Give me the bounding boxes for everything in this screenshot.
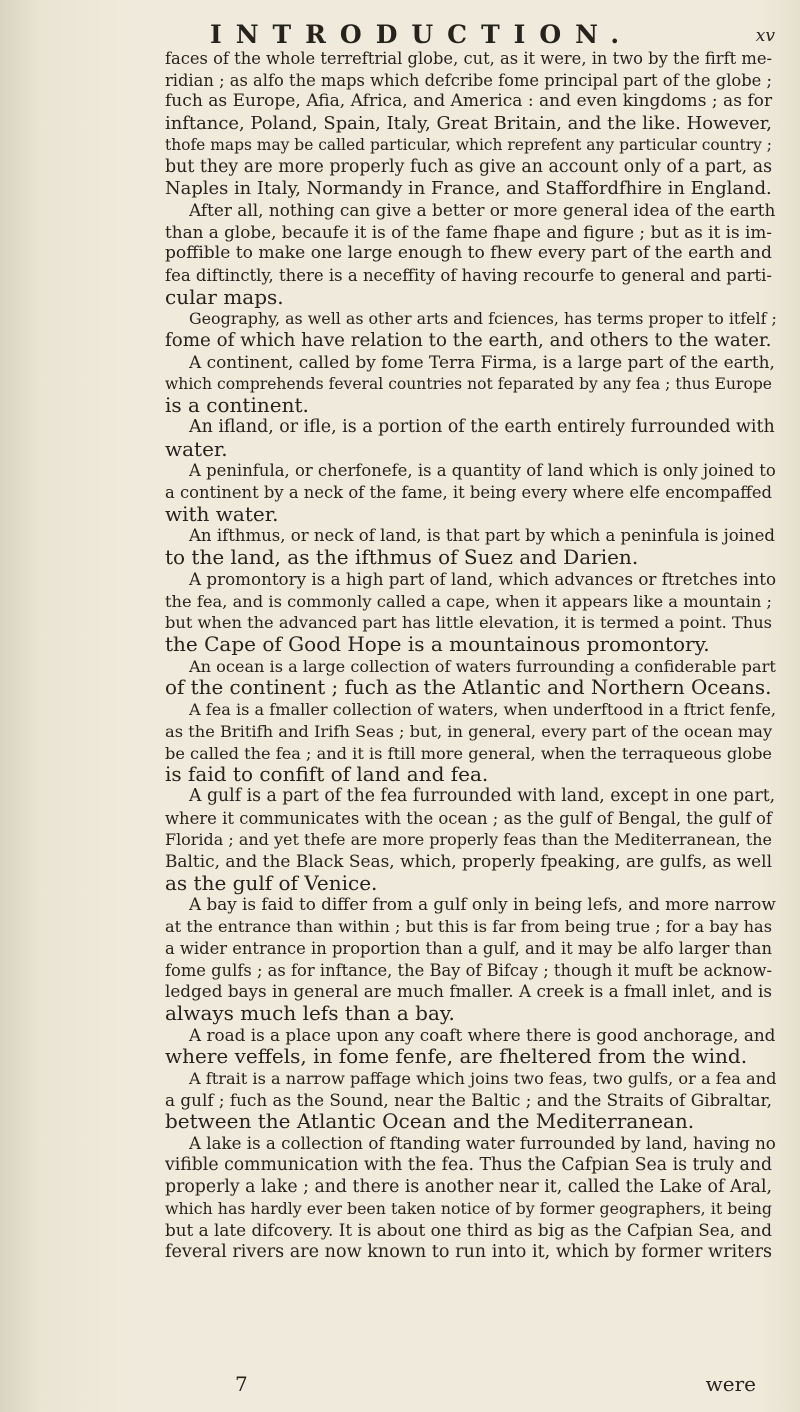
text-line: with water.	[165, 501, 279, 526]
text-line: inftance, Poland, Spain, Italy, Great Britain, and the like. However,	[165, 113, 772, 135]
text-line: water.	[165, 436, 228, 461]
text-line: cular maps.	[165, 284, 284, 309]
text-line: A road is a place upon any coaft where there is good anchorage, and	[189, 1024, 776, 1045]
text-line: be called the fea ; and it is ftill more general, when the terraqueous globe	[165, 743, 772, 763]
text-line: An ifland, or ifle, is a portion of the earth entirely furrounded with	[189, 416, 775, 437]
text-line: a continent by a neck of the fame, it being every where elfe encompaffed	[165, 483, 772, 503]
text-line: a wider entrance in proportion than a gulf, and it may be alfo larger than	[165, 938, 772, 958]
running-title: INTRODUCTION.	[210, 20, 634, 49]
text-line: Baltic, and the Black Seas, which, properly fpeaking, are gulfs, as well	[165, 851, 772, 872]
text-line: which comprehends feveral countries not feparated by any fea ; thus Europe	[165, 374, 772, 393]
page-header	[150, 20, 775, 49]
text-line: where veffels, in fome fenfe, are fheltered from the wind.	[165, 1044, 748, 1069]
text-line: a gulf ; fuch as the Sound, near the Baltic ; and the Straits of Gibraltar,	[165, 1089, 772, 1110]
text-line: A lake is a collection of ftanding water furrounded by land, having no	[189, 1134, 776, 1154]
text-line: An ocean is a large collection of waters furrounding a confiderable part	[189, 656, 776, 676]
text-line: A gulf is a part of the fea furrounded with land, except in one part,	[189, 785, 776, 806]
signature-mark: 7	[235, 1372, 248, 1396]
text-line: always much lefs than a bay.	[165, 1000, 455, 1025]
text-line: fome of which have relation to the earth, and others to the water.	[165, 330, 772, 352]
text-line: ridian ; as alfo the maps which defcribe fome principal part of the globe ;	[165, 70, 772, 90]
text-line: but a late difcovery. It is about one third as big as the Cafpian Sea, and	[165, 1219, 772, 1240]
catchword: were	[705, 1372, 756, 1396]
text-line: to the land, as the ifthmus of Suez and Darien.	[165, 545, 639, 570]
text-line: but they are more properly fuch as give an account only of a part, as	[165, 156, 772, 177]
text-line: where it communicates with the ocean ; as the gulf of Bengal, the gulf of	[165, 808, 772, 828]
text-line: An ifthmus, or neck of land, is that part by which a peninfula is joined	[189, 526, 775, 546]
text-line: between the Atlantic Ocean and the Mediterranean.	[165, 1109, 695, 1134]
text-line: thofe maps may be called particular, which reprefent any particular country ;	[165, 135, 772, 154]
text-line: A ftrait is a narrow paffage which joins two feas, two gulfs, or a fea and	[189, 1069, 777, 1089]
text-line: fea diftinctly, there is a neceffity of having recourfe to general and parti-	[165, 266, 772, 286]
text-line: poffible to make one large enough to fhew every part of the earth and	[165, 243, 772, 264]
text-line: the fea, and is commonly called a cape, when it appears like a mountain ;	[165, 591, 772, 611]
text-line: feveral rivers are now known to run into it, which by former writers	[165, 1241, 772, 1262]
text-line: fome gulfs ; as for inftance, the Bay of Bifcay ; though it muft be acknow-	[165, 960, 772, 980]
text-line: the Cape of Good Hope is a mountainous promontory.	[165, 631, 710, 656]
text-line: as the gulf of Venice.	[165, 870, 378, 895]
text-line: ledged bays in general are much fmaller. A creek is a fmall inlet, and is	[165, 981, 772, 1002]
text-line: as the Britifh and Irifh Seas ; but, in general, every part of the ocean may	[165, 721, 773, 741]
text-line: After all, nothing can give a better or more general idea of the earth	[189, 199, 776, 220]
page-footer	[165, 1372, 772, 1400]
text-line: A fea is a fmaller collection of waters, when underftood in a ftrict fenfe,	[189, 700, 777, 720]
text-line: which has hardly ever been taken notice of by former geographers, it being	[165, 1199, 772, 1219]
text-line: properly a lake ; and there is another near it, called the Lake of Aral,	[165, 1176, 772, 1197]
text-line: fuch as Europe, Afia, Africa, and America : and even kingdoms ; as for	[165, 91, 773, 112]
text-line: faces of the whole terreftrial globe, cut, as it were, in two by the firft me-	[165, 49, 772, 68]
body-text	[165, 48, 777, 1263]
text-line: A promontory is a high part of land, which advances or ftretches into	[189, 568, 777, 589]
text-line: A peninfula, or cherfonefe, is a quantity of land which is only joined to	[189, 461, 776, 481]
page-number: xv	[755, 26, 775, 46]
text-line: A continent, called by fome Terra Firma, is a large part of the earth,	[189, 351, 775, 372]
text-line: than a globe, becaufe it is of the fame fhape and figure ; but as it is im-	[165, 221, 772, 242]
text-line: at the entrance than within ; but this is far from being true ; for a bay has	[165, 917, 772, 937]
text-line: A bay is faid to differ from a gulf only in being lefs, and more narrow	[189, 894, 776, 915]
text-line: Geography, as well as other arts and fciences, has terms proper to itfelf ;	[189, 309, 777, 329]
text-line: vifible communication with the fea. Thus the Cafpian Sea is truly and	[165, 1154, 772, 1175]
text-line: of the continent ; fuch as the Atlantic and Northern Oceans.	[165, 676, 772, 700]
text-line: Florida ; and yet thefe are more properly feas than the Mediterranean, the	[165, 830, 772, 850]
text-line: but when the advanced part has little elevation, it is termed a point. Thus	[165, 613, 772, 633]
text-line: is a continent.	[165, 393, 309, 418]
text-line: is faid to confift of land and fea.	[165, 762, 489, 787]
text-line: Naples in Italy, Normandy in France, and Staffordfhire in England.	[165, 178, 772, 200]
